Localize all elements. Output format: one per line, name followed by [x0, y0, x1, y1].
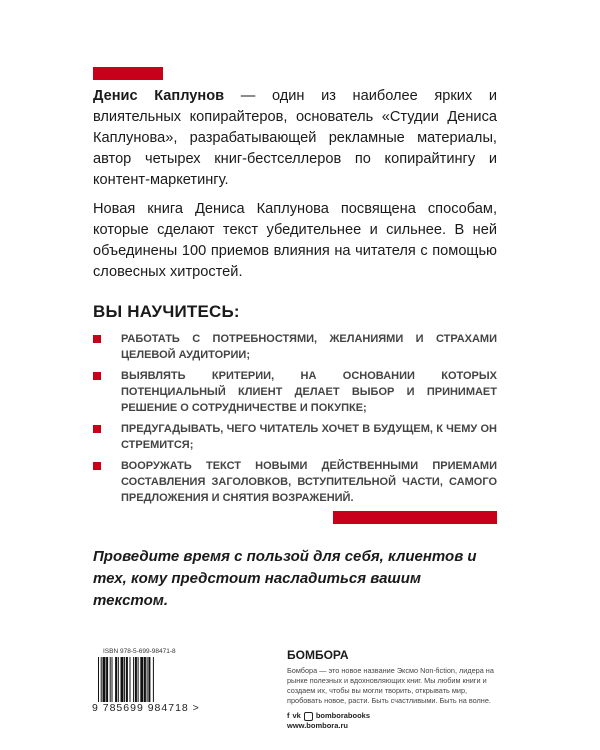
vk-icon: vk: [292, 711, 301, 720]
barcode-stripe: [124, 657, 125, 702]
publisher-website: www.bombora.ru: [287, 721, 348, 730]
barcode-stripe: [140, 657, 143, 702]
main-content: [93, 0, 497, 612]
instagram-icon: [304, 712, 313, 721]
barcode-stripe: [106, 657, 108, 702]
list-item-text: ПРЕДУГАДЫВАТЬ, ЧЕГО ЧИТАТЕЛЬ ХОЧЕТ В БУДУЩЕМ, К ЧЕМУ ОН СТРЕМИТСЯ;: [121, 423, 497, 451]
social-links: [287, 711, 497, 721]
bullet-icon: [93, 425, 101, 433]
bullet-icon: [93, 335, 101, 343]
author-name: Денис Каплунов: [93, 88, 225, 104]
list-item: [93, 421, 497, 453]
barcode-stripe: [101, 657, 102, 702]
barcode-stripe: [135, 657, 137, 702]
barcode-stripe: [112, 657, 113, 702]
list-item: [93, 458, 497, 506]
list-item: [93, 368, 497, 416]
learn-list: [93, 331, 497, 506]
back-cover-footer: [93, 648, 497, 741]
barcode-stripe: [126, 657, 128, 702]
bullet-icon: [93, 372, 101, 380]
list-item: [93, 331, 497, 363]
barcode-block: [93, 648, 287, 731]
barcode-stripe: [130, 657, 131, 702]
red-accent-bar-top: [93, 67, 163, 80]
publisher-description: Бомбора — это новое название Эксмо Non-fiction, лидера на рынке полезных и вдохновляющих книг. Мы любим книги и создаем их, чтобы вы могли творить, открывать мир, пробовать новое, расти. Быть счастливыми. Быть на волне.: [287, 666, 494, 705]
publisher-name: БОМБОРА: [287, 648, 349, 662]
social-handle: bomborabooks: [315, 711, 371, 720]
isbn-label: ISBN 978-5-699-98471-8: [103, 648, 176, 655]
learn-heading: ВЫ НАУЧИТЕСЬ:: [93, 302, 240, 321]
facebook-icon: f: [287, 711, 290, 720]
barcode-stripe: [103, 657, 106, 702]
author-description: — один из наиболее ярких и влиятельных копирайтеров, основатель «Студии Дениса Каплунова», разрабатывающей рекламные материалы, автор четырех книг-бестселлеров по копирайтингу и контент-маркетингу.: [93, 88, 497, 188]
author-paragraph: [93, 86, 497, 191]
barcode-stripe: [147, 657, 148, 702]
barcode-stripe: [153, 657, 154, 702]
barcode-stripe: [115, 657, 117, 702]
book-description: Новая книга Дениса Каплунова посвящена способам, которые сделают текст убедительнее и сильнее. В ней объединены 100 приемов влияния на читателя с помощью словесных хитростей.: [93, 201, 497, 280]
bullet-icon: [93, 462, 101, 470]
barcode-stripe: [133, 657, 134, 702]
closing-statement: Проведите время с пользой для себя, клиентов и тех, кому предстоит насладиться вашим текстом.: [93, 548, 477, 609]
barcode-stripe: [138, 657, 139, 702]
barcode-stripe: [110, 657, 111, 702]
list-item-text: РАБОТАТЬ С ПОТРЕБНОСТЯМИ, ЖЕЛАНИЯМИ И СТРАХАМИ ЦЕЛЕВОЙ АУДИТОРИИ;: [121, 333, 497, 361]
barcode-stripe: [98, 657, 99, 702]
barcode-stripe: [118, 657, 119, 702]
barcode-image: [98, 657, 184, 702]
barcode-stripe: [121, 657, 124, 702]
publisher-block: [287, 648, 497, 731]
list-item-text: ВЫЯВЛЯТЬ КРИТЕРИИ, НА ОСНОВАНИИ КОТОРЫХ ПОТЕНЦИАЛЬНЫЙ КЛИЕНТ ДЕЛАЕТ ВЫБОР И ПРИНИМАЕТ РЕШЕНИЕ О СОТРУДНИЧЕСТВЕ И ПОКУПКЕ;: [121, 370, 497, 414]
barcode-stripe: [148, 657, 150, 702]
red-accent-bar-bottom: [333, 511, 497, 524]
list-item-text: ВООРУЖАТЬ ТЕКСТ НОВЫМИ ДЕЙСТВЕННЫМИ ПРИЕМАМИ СОСТАВЛЕНИЯ ЗАГОЛОВКОВ, ВСТУПИТЕЛЬНОЙ ЧАСТИ, САМОГО ПРЕДЛОЖЕНИЯ И СНЯТИЯ ВОЗРАЖЕНИЙ.: [121, 460, 497, 504]
barcode-number: 9 785699 984718 >: [92, 702, 200, 714]
barcode-stripe: [144, 657, 146, 702]
